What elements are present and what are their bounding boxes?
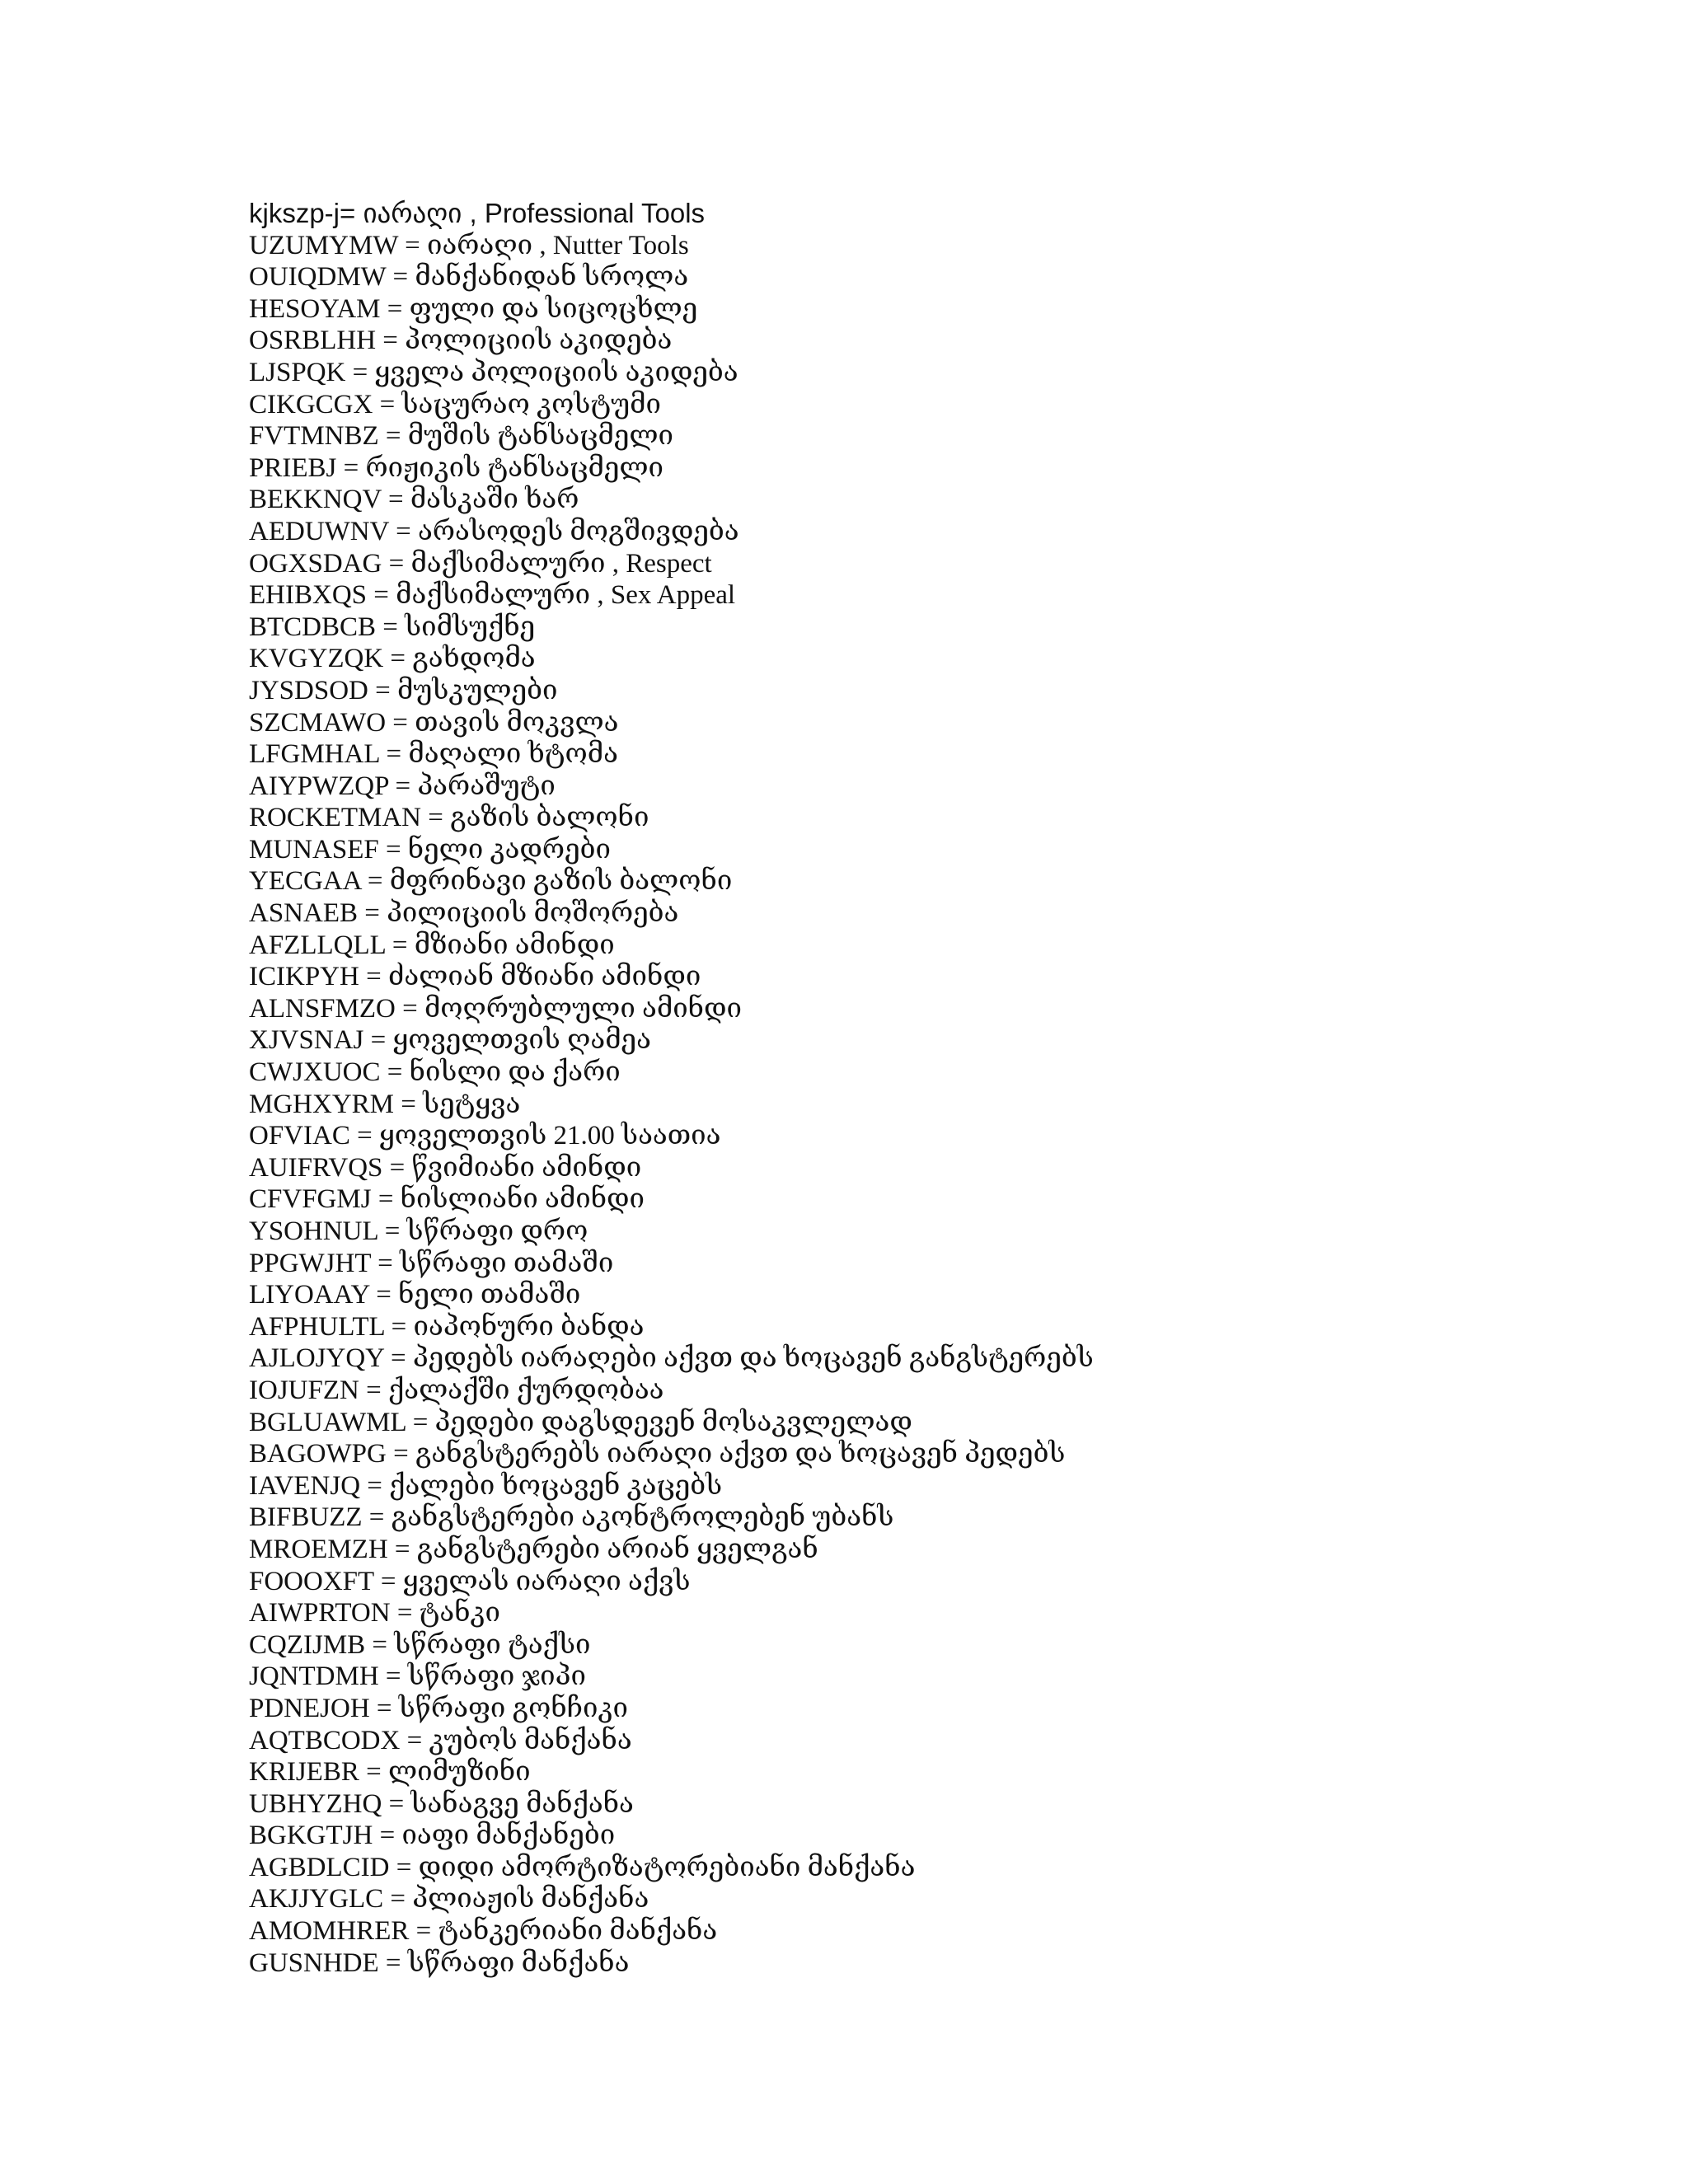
text-line: ROCKETMAN = გაზის ბალონი	[249, 803, 649, 833]
text-line: OSRBLHH = პოლიციის აკიდება	[249, 326, 673, 356]
text-line: AIYPWZQP = პარაშუტი	[249, 771, 556, 801]
text-line: AMOMHRER = ტანკერიანი მანქანა	[249, 1916, 718, 1947]
text-line: SZCMAWO = თავის მოკვლა	[249, 707, 619, 738]
text-line: FOOOXFT = ყველას იარაღი აქვს	[249, 1566, 691, 1596]
text-line: PRIEBJ = რიჟიკის ტანსაცმელი	[249, 452, 664, 483]
text-line: HESOYAM = ფული და სიცოცხლე	[249, 293, 698, 324]
text-line: KRIJEBR = ლიმუზინი	[249, 1757, 531, 1788]
text-line: YECGAA = მფრინავი გაზის ბალონი	[249, 866, 733, 897]
text-line: KVGYZQK = გახდომა	[249, 644, 536, 674]
text-line: JQNTDMH = სწრაფი ჯიპი	[249, 1661, 586, 1692]
text-line: JYSDSOD = მუსკულები	[249, 675, 558, 705]
text-line: AQTBCODX = კუბოს მანქანა	[249, 1725, 632, 1755]
text-line: CFVFGMJ = ნისლიანი ამინდი	[249, 1184, 645, 1215]
text-line: AFZLLQLL = მზიანი ამინდი	[249, 930, 615, 960]
text-line: BGLUAWML = პედები დაგსდევენ მოსაკვლელად	[249, 1407, 912, 1437]
text-line: IAVENJQ = ქალები ხოცავენ კაცებს	[249, 1470, 723, 1501]
text-line: MGHXYRM = სეტყვა	[249, 1089, 521, 1119]
text-line: LIYOAAY = ნელი თამაში	[249, 1280, 581, 1310]
text-line: GUSNHDE = სწრაფი მანქანა	[249, 1947, 630, 1978]
text-line: AJLOJYQY = პედებს იარაღები აქვთ და ხოცავენ განგსტერებს	[249, 1343, 1094, 1374]
text-line: BGKGTJH = იაფი მანქანები	[249, 1821, 616, 1851]
text-line: BEKKNQV = მასკაში ხარ	[249, 485, 579, 515]
text-line: BTCDBCB = სიმსუქნე	[249, 612, 536, 642]
text-line: ASNAEB = პილიციის მოშორება	[249, 898, 679, 929]
text-line: EHIBXQS = მაქსიმალური , Sex Appeal	[249, 580, 736, 611]
text-line: AUIFRVQS = წვიმიანი ამინდი	[249, 1152, 642, 1183]
text-line: AKJJYGLC = პლიაჟის მანქანა	[249, 1884, 649, 1915]
text-line: XJVSNAJ = ყოველთვის ღამეა	[249, 1025, 651, 1056]
text-line: MUNASEF = ნელი კადრები	[249, 834, 611, 865]
text-line: CWJXUOC = ნისლი და ქარი	[249, 1057, 621, 1088]
text-line: BIFBUZZ = განგსტერები აკონტროლებენ უბანს	[249, 1502, 894, 1533]
text-line: ICIKPYH = ძალიან მზიანი ამინდი	[249, 962, 701, 992]
text-line: ALNSFMZO = მოღრუბლული ამინდი	[249, 993, 742, 1024]
text-line: IOJUFZN = ქალაქში ქურდობაა	[249, 1375, 664, 1405]
text-line: kjkszp-j= იარაღი , Professional Tools	[249, 198, 706, 228]
text-line: PDNEJOH = სწრაფი გონჩიკი	[249, 1693, 628, 1723]
text-line: CQZIJMB = სწრაფი ტაქსი	[249, 1629, 591, 1660]
text-line: AEDUWNV = არასოდეს მოგშივდება	[249, 516, 739, 546]
text-line: PPGWJHT = სწრაფი თამაში	[249, 1248, 614, 1278]
text-line: LFGMHAL = მაღალი ხტომა	[249, 739, 618, 770]
text-line: LJSPQK = ყველა პოლიციის აკიდება	[249, 357, 738, 387]
text-line: YSOHNUL = სწრაფი დრო	[249, 1216, 588, 1246]
text-line: AFPHULTL = იაპონური ბანდა	[249, 1311, 645, 1342]
text-line: BAGOWPG = განგსტერებს იარაღი აქვთ და ხოცავენ პედებს	[249, 1439, 1066, 1469]
text-line: AIWPRTON = ტანკი	[249, 1598, 501, 1629]
text-line: OGXSDAG = მაქსიმალური , Respect	[249, 548, 712, 579]
text-line: UZUMYMW = იარაღი , Nutter Tools	[249, 230, 689, 260]
text-line: FVTMNBZ = მუშის ტანსაცმელი	[249, 421, 674, 452]
cheat-code-list	[249, 198, 1094, 1979]
text-line: AGBDLCID = დიდი ამორტიზატორებიანი მანქანა	[249, 1852, 916, 1882]
text-line: CIKGCGX = საცურაო კოსტუმი	[249, 389, 661, 419]
text-line: MROEMZH = განგსტერები არიან ყველგან	[249, 1534, 818, 1564]
text-line: OFVIAC = ყოველთვის 21.00 საათია	[249, 1121, 721, 1151]
text-line: OUIQDMW = მანქანიდან სროლა	[249, 262, 689, 293]
text-line: UBHYZHQ = სანაგვე მანქანა	[249, 1788, 634, 1819]
